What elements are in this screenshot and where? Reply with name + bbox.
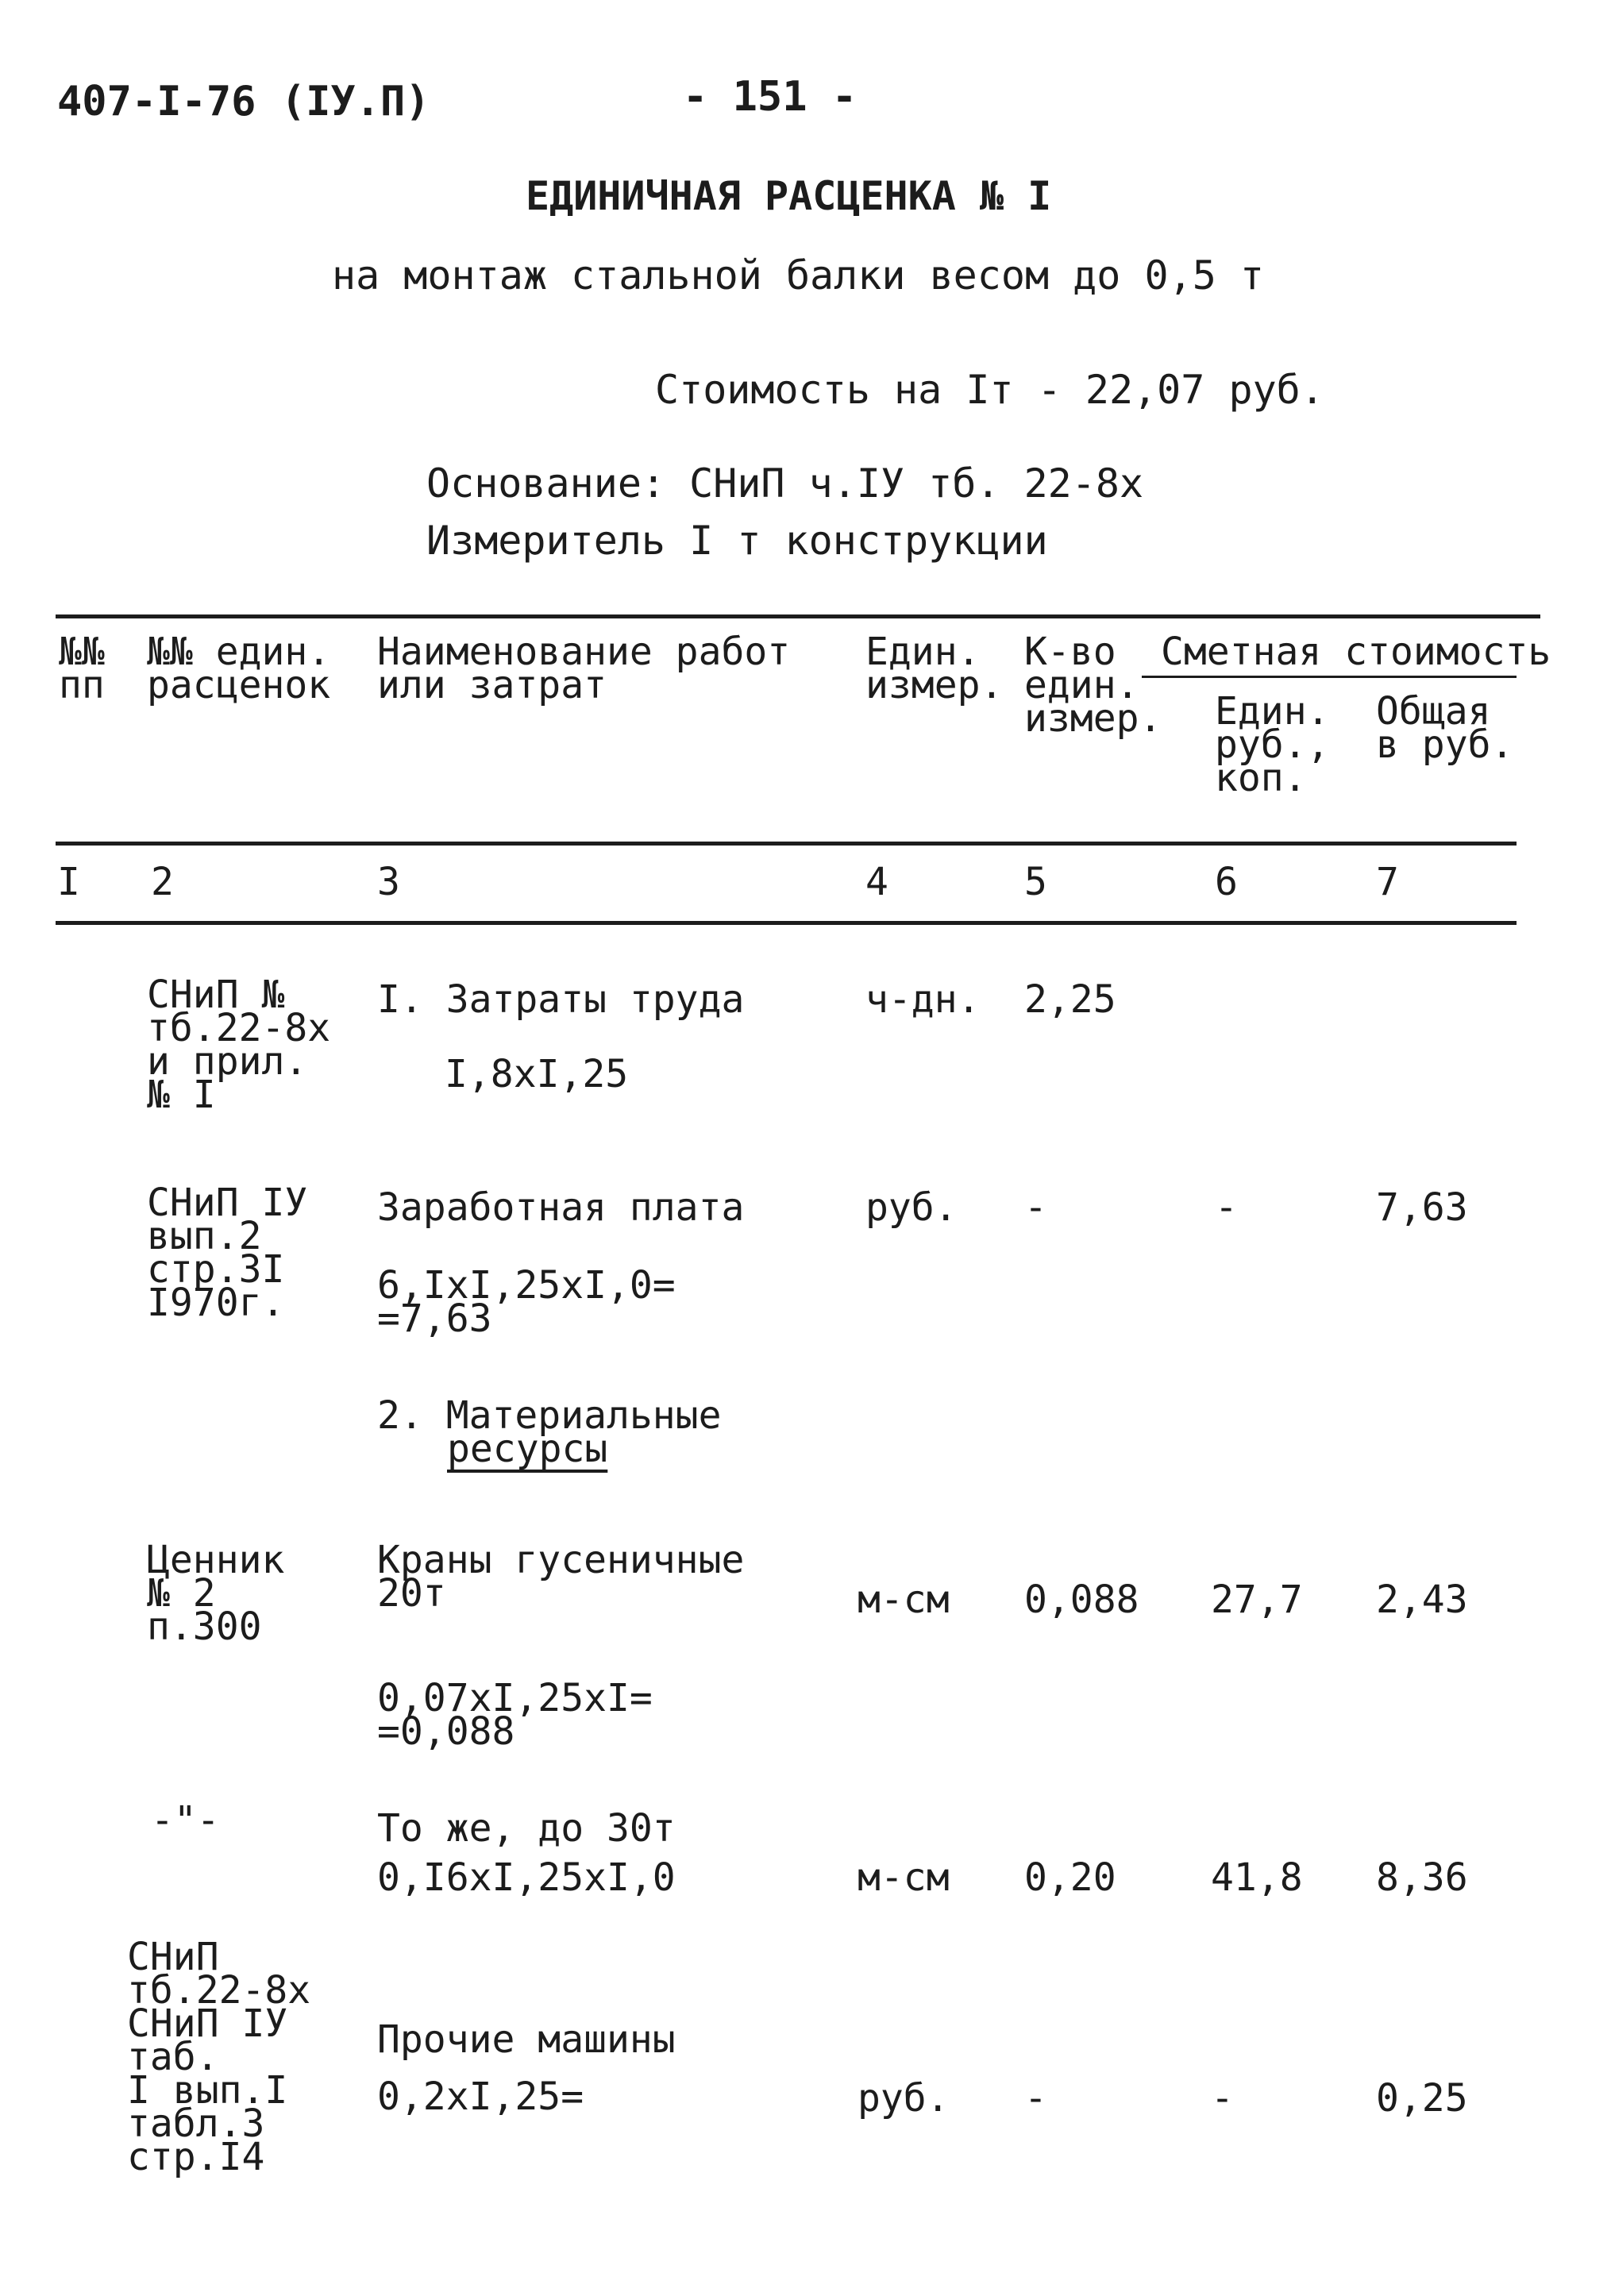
row4-qty: 0,20 [1024,1855,1116,1900]
row2-price: - [1215,1185,1238,1230]
row3-price: 27,7 [1211,1578,1303,1622]
row3-total: 2,43 [1376,1578,1468,1622]
basis-line: Основание: СНиП ч.IУ тб. 22-8х [426,460,1144,507]
row3-unit: м-см [858,1578,950,1622]
page-title: ЕДИНИЧНАЯ РАСЦЕНКА № I [526,173,1052,219]
col-number-6: 6 [1215,860,1238,904]
row1-name: I. Затраты труда [377,977,745,1022]
row2-basis: СНиП IУ вып.2 стр.3I I970г. [147,1181,308,1325]
row4-price: 41,8 [1211,1855,1303,1900]
row5-formula: 0,2хI,25= [377,2074,584,2119]
header-col-2: №№ един. расценок [147,630,331,707]
header-col-7: Общая в руб. [1376,689,1514,767]
col-numbers-rule [56,921,1517,925]
col-number-7: 7 [1376,860,1399,904]
col-number-1: I [57,860,80,904]
col-number-2: 2 [151,860,174,904]
row1-qty: 2,25 [1024,977,1116,1022]
group-underline [1142,676,1517,678]
row2-formula: 6,IхI,25хI,0= =7,63 [377,1263,676,1341]
header-group-estimated-cost: Сметная стоимость [1161,630,1551,674]
header-col-1: №№ пп [59,630,105,707]
page-number: - 151 - [683,73,858,121]
row5-price: - [1211,2076,1234,2121]
row2-unit: руб. [865,1185,958,1230]
table-top-rule [56,614,1540,618]
header-bottom-rule [56,842,1517,846]
row2-qty: - [1024,1185,1047,1230]
subtitle: на монтаж стальной балки весом до 0,5 т [332,252,1264,299]
header-col-4: Един. измер. [865,630,1004,707]
row2-total: 7,63 [1376,1185,1468,1230]
row5-unit: руб. [858,2076,950,2121]
row4-unit: м-см [858,1855,950,1900]
row4-name: То же, до 30т [377,1806,676,1851]
row5-name: Прочие машины [377,2017,676,2062]
row5-total: 0,25 [1376,2076,1468,2121]
header-col-6: Един. руб., коп. [1215,689,1330,800]
row4-formula: 0,I6хI,25хI,0 [377,1855,676,1900]
document-code: 407-I-76 (IУ.П) [57,78,430,125]
col-number-4: 4 [865,860,888,904]
row4-basis: -"- [151,1798,220,1843]
row1-basis: СНиП № тб.22-8х и прил. № I [147,973,331,1117]
measure-line: Измеритель I т конструкции [426,518,1048,564]
row3-basis: Ценник № 2 п.300 [147,1538,285,1649]
header-col-5: К-во един. измер. [1024,630,1162,741]
row3-name: Краны гусеничные 20т [377,1538,745,1616]
row5-qty: - [1024,2076,1047,2121]
row5-basis: СНиП тб.22-8х СНиП IУ таб. I вып.I табл.3 стр.I4 [127,1935,311,2179]
row4-total: 8,36 [1376,1855,1468,1900]
row1-unit: ч-дн. [865,977,981,1022]
section-material-resources: 2. Материальные ресурсы [377,1393,722,1471]
col-number-3: 3 [377,860,400,904]
row2-name: Заработная плата [377,1185,745,1230]
cost-line: Стоимость на Iт - 22,07 руб. [655,367,1324,413]
col-number-5: 5 [1024,860,1047,904]
row3-formula: 0,07хI,25хI= =0,088 [377,1676,653,1754]
header-col-3: Наименование работ или затрат [377,630,791,707]
row3-qty: 0,088 [1024,1578,1139,1622]
row1-formula: I,8хI,25 [445,1052,629,1096]
